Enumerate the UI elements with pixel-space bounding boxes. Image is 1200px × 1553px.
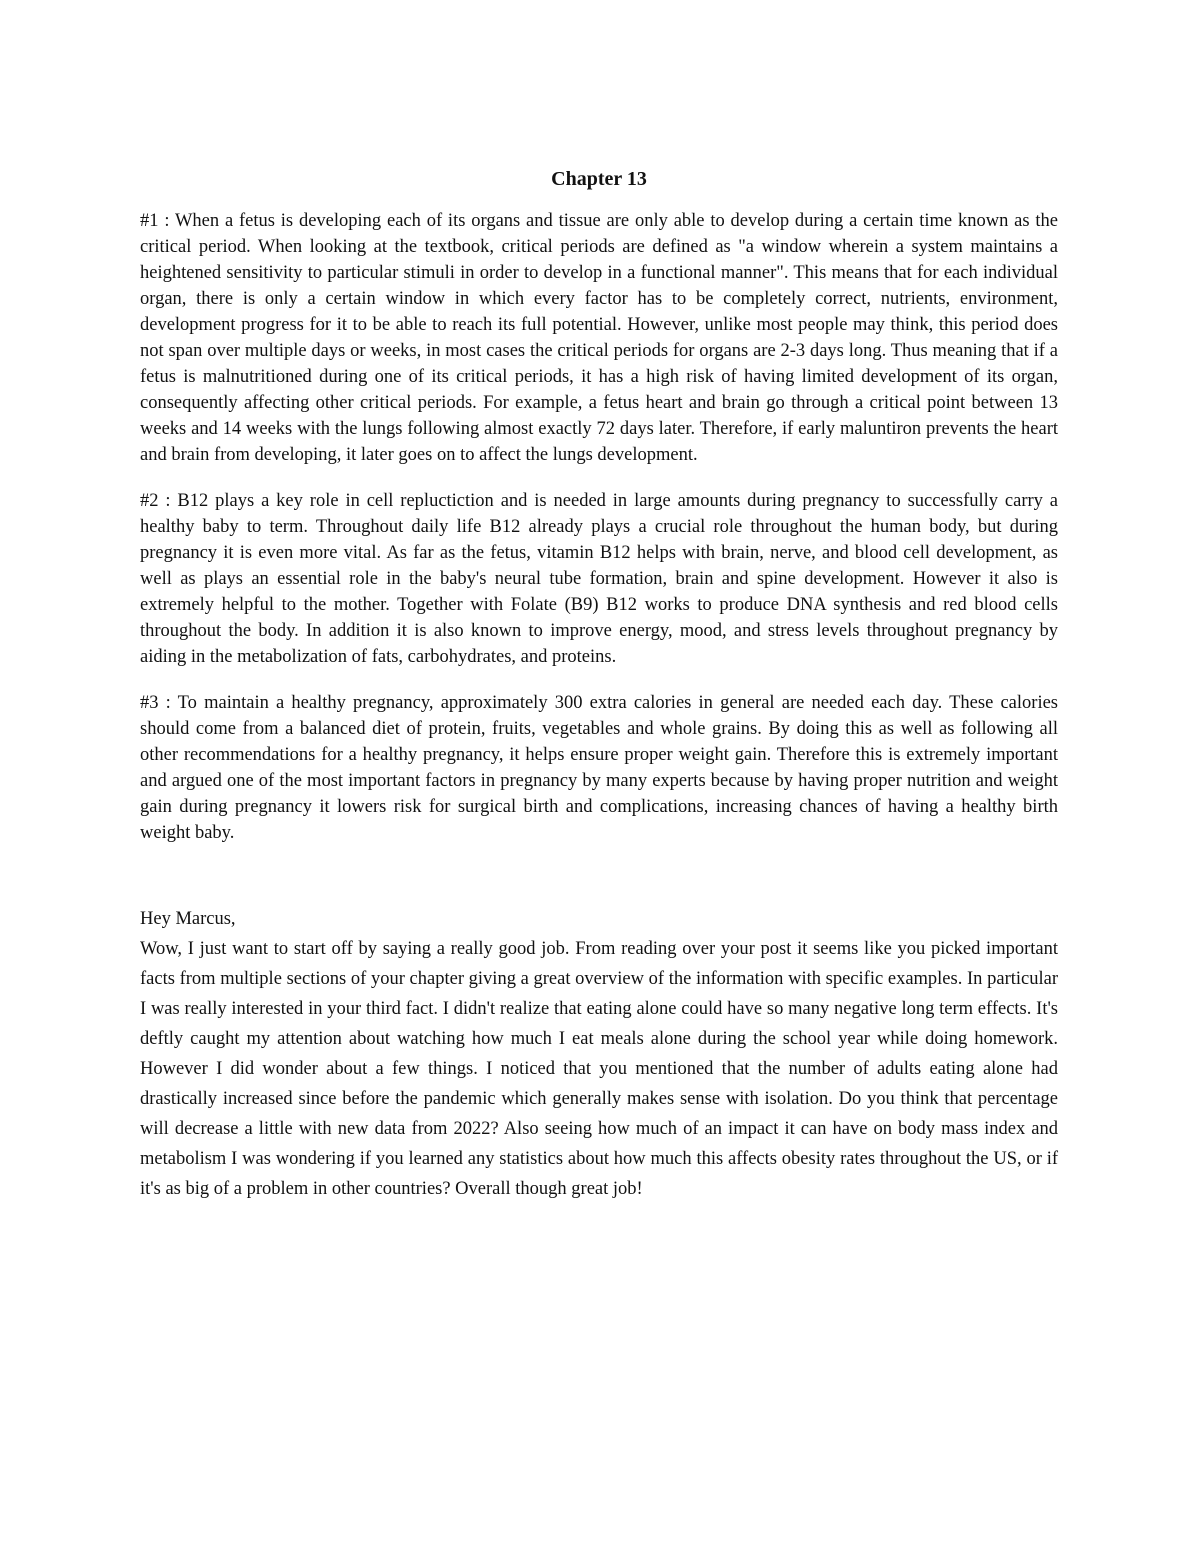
reply-section	[140, 904, 1058, 1204]
fact-3-paragraph: #3 : To maintain a healthy pregnancy, approximately 300 extra calories in general are needed each day. These calories should come from a balanced diet of protein, fruits, vegetables and whole grains. By doing this as well as following all other recommendations for a healthy pregnancy, it helps ensure proper weight gain. Therefore this is extremely important and argued one of the most important factors in pregnancy by many experts because by having proper nutrition and weight gain during pregnancy it lowers risk for surgical birth and complications, increasing chances of having a healthy birth weight baby.	[140, 693, 1058, 843]
reply-greeting: Hey Marcus,	[140, 909, 236, 929]
fact-1-paragraph: #1 : When a fetus is developing each of its organs and tissue are only able to develop during a certain time known as the critical period. When looking at the textbook, critical periods are defined as "a window wherein a system maintains a heightened sensitivity to particular stimuli in order to develop in a functional manner". This means that for each individual organ, there is only a certain window in which every factor has to be completely correct, nutrients, environment, development progress for it to be able to reach its full potential. However, unlike most people may think, this period does not span over multiple days or weeks, in most cases the critical periods for organs are 2-3 days long. Thus meaning that if a fetus is malnutritioned during one of its critical periods, it has a high risk of having limited development of its organ, consequently affecting other critical periods. For example, a fetus heart and brain go through a critical point between 13 weeks and 14 weeks with the lungs following almost exactly 72 days later. Therefore, if early maluntiron prevents the heart and brain from developing, it later goes on to affect the lungs development.	[140, 211, 1058, 465]
document-page	[140, 166, 1058, 1204]
page-title: Chapter 13	[551, 168, 647, 190]
reply-body: Wow, I just want to start off by saying a really good job. From reading over your post it seems like you picked important facts from multiple sections of your chapter giving a great overview of the information with specific examples. In particular I was really interested in your third fact. I didn't realize that eating alone could have so many negative long term effects. It's deftly caught my attention about watching how much I eat meals alone during the school year while doing homework. However I did wonder about a few things. I noticed that you mentioned that the number of adults eating alone had drastically increased since before the pandemic which generally makes sense with isolation. Do you think that percentage will decrease a little with new data from 2022? Also seeing how much of an impact it can have on body mass index and metabolism I was wondering if you learned any statistics about how much this affects obesity rates throughout the US, or if it's as big of a problem in other countries? Overall though great job!	[140, 939, 1058, 1199]
fact-2-paragraph: #2 : B12 plays a key role in cell repluctiction and is needed in large amounts during pregnancy to successfully carry a healthy baby to term. Throughout daily life B12 already plays a crucial role throughout the human body, but during pregnancy it is even more vital. As far as the fetus, vitamin B12 helps with brain, nerve, and blood cell development, as well as plays an essential role in the baby's neural tube formation, brain and spine development. However it also is extremely helpful to the mother. Together with Folate (B9) B12 works to produce DNA synthesis and red blood cells throughout the body. In addition it is also known to improve energy, mood, and stress levels throughout pregnancy by aiding in the metabolization of fats, carbohydrates, and proteins.	[140, 491, 1058, 667]
